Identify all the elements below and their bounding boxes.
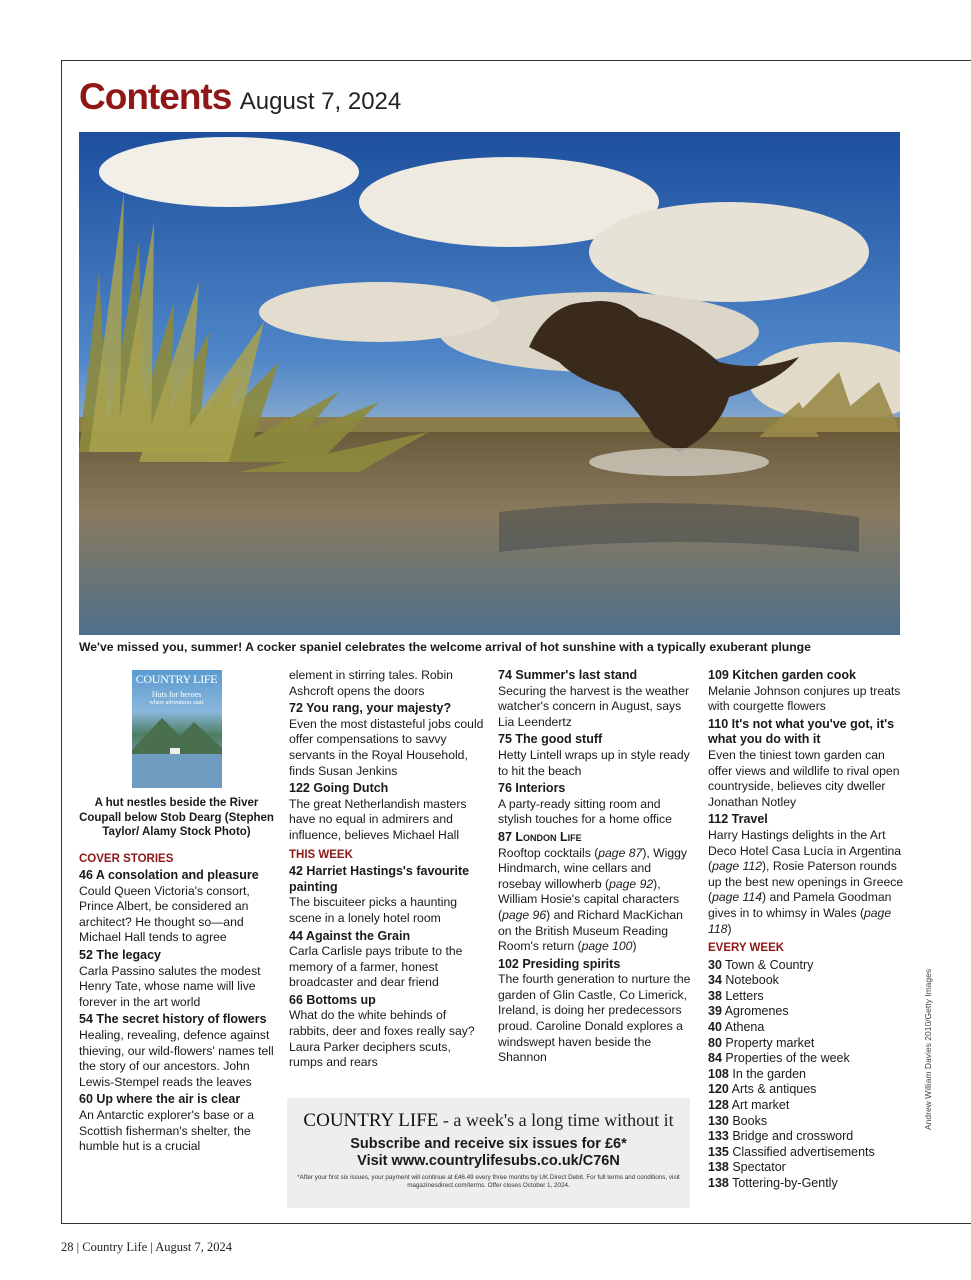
item-desc: What do the white behinds of rabbits, deer and foxes really say? Laura Parker deciphers scuts, rumps and rears: [289, 1008, 475, 1070]
column-3: [498, 668, 694, 1068]
item-desc: [708, 828, 904, 937]
column-1: [79, 668, 274, 1157]
item-desc: The great Netherlandish masters have no equal in admirers and influence, believes Michael Hall: [289, 796, 467, 842]
item-desc: The fourth generation to nurture the garden of Glin Castle, Co Limerick, Ireland, is doing her predecessors proud. Caroline Donald explores a windswept haven beside the Shannon: [498, 972, 691, 1065]
item-title: [498, 830, 694, 846]
feature-name: Spectator: [732, 1160, 786, 1175]
every-week-item[interactable]: [708, 1098, 904, 1114]
list-item[interactable]: [708, 717, 904, 811]
item-title: 42 Harriet Hastings's favourite painting: [289, 864, 470, 894]
every-week-item[interactable]: [708, 1145, 904, 1161]
every-week-item[interactable]: [708, 958, 904, 974]
page-ref[interactable]: page 92: [609, 876, 654, 891]
item-number: 87: [498, 829, 512, 844]
page-number: 135: [708, 1144, 729, 1159]
item-title: 46 A consolation and pleasure: [79, 868, 259, 883]
hero-photo: [79, 132, 900, 635]
desc-part: ), Rosie Paterson rounds up the best new openings in Greece (: [708, 859, 904, 905]
column-2: [289, 668, 485, 1073]
cover-tagline: [138, 690, 216, 708]
promo-terms: *After your first six issues, your payment will continue at £46.49 every three months by UK Direct Debit. For full terms and conditions, visit magazinesdirect.com/terms. Offer closes October 1, 2024.: [297, 1174, 680, 1189]
item-title: 122 Going Dutch: [289, 781, 389, 796]
every-week-item[interactable]: [708, 1004, 904, 1020]
list-item[interactable]: [498, 668, 694, 730]
item-title: 52 The legacy: [79, 948, 161, 963]
cover-masthead: COUNTRY LIFE: [135, 672, 218, 686]
desc-part: Harry Hastings delights in the Art Deco Hotel Casa Lucía in Argentina (: [708, 827, 902, 874]
page-ref[interactable]: page 96: [502, 907, 547, 922]
item-desc: Could Queen Victoria's consort, Prince Albert, be considered an architect? He thought so—and Michael Hall tends to agree: [79, 883, 250, 945]
promo-offer-url[interactable]: Visit www.countrylifesubs.co.uk/C76N: [357, 1153, 620, 1169]
feature-name: Letters: [725, 988, 764, 1003]
every-week-item[interactable]: [708, 1067, 904, 1083]
feature-name: Tottering-by-Gently: [732, 1176, 838, 1190]
hero-caption: We've missed you, summer! A cocker spaniel celebrates the welcome arrival of hot sunshine with a typically exuberant plunge: [79, 640, 811, 654]
every-week-list: [708, 958, 904, 1192]
spaniel-photo-illustration: [79, 132, 900, 635]
continued-text: element in stirring tales. Robin Ashcroft opens the doors: [289, 668, 453, 698]
list-item[interactable]: [79, 1012, 274, 1090]
page-number: 80: [708, 1035, 722, 1050]
feature-name: Athena: [724, 1020, 765, 1035]
page-ref[interactable]: page 112: [712, 859, 762, 874]
this-week-heading: THIS WEEK: [289, 848, 353, 861]
feature-name: Art market: [731, 1098, 790, 1113]
item-desc: A party-ready sitting room and stylish touches for a home office: [498, 796, 672, 827]
magazine-cover[interactable]: [132, 670, 222, 788]
page-number: 130: [708, 1113, 729, 1128]
desc-part: ): [727, 921, 732, 936]
page-number: 40: [708, 1020, 722, 1035]
item-desc: Even the most distasteful jobs could offer compensations to savvy servants in the Royal Household, finds Susan Jenkins: [289, 716, 484, 778]
subscription-promo[interactable]: [287, 1098, 690, 1208]
item-desc: The biscuiteer picks a haunting scene in a lonely hotel room: [289, 895, 458, 925]
promo-tagline: - a week's a long time without it: [438, 1110, 674, 1130]
page-ref[interactable]: page 118: [708, 905, 892, 936]
list-item[interactable]: [289, 781, 485, 843]
promo-brand: COUNTRY LIFE: [303, 1110, 439, 1131]
page-number: 133: [708, 1129, 729, 1144]
desc-part: ): [632, 939, 637, 954]
item-desc: An Antarctic explorer's base or a Scottish fisherman's shelter, the humble hut is a crucial: [79, 1108, 255, 1154]
every-week-heading: EVERY WEEK: [708, 942, 785, 955]
feature-name: Agromenes: [724, 1004, 789, 1019]
list-item-london-life[interactable]: [498, 830, 694, 955]
every-week-item[interactable]: [708, 1051, 904, 1067]
cover-tagline-sub: where adventures start: [149, 700, 204, 706]
promo-offer-line1: Subscribe and receive six issues for £6*: [350, 1136, 627, 1152]
page-ref[interactable]: page 114: [712, 890, 762, 905]
item-desc: Healing, revealing, defence against thieving, our wild-flowers' names tell the story of our ancestors. John Lewis-Stempel reads the leaves: [79, 1028, 274, 1089]
list-item[interactable]: [289, 993, 485, 1071]
cover-stories-heading: COVER STORIES: [79, 852, 174, 865]
promo-offer: [287, 1136, 690, 1170]
every-week-item[interactable]: [708, 989, 904, 1005]
item-title: 109 Kitchen garden cook: [708, 668, 856, 682]
photo-credit: Andrew William Davies 2010/Getty Images: [923, 968, 933, 1130]
issue-date: August 7, 2024: [239, 88, 402, 115]
item-desc: Melanie Johnson conjures up treats with courgette flowers: [708, 683, 901, 714]
desc-part: ), Wiggy Hindmarch, wine cellars and rosebay willowherb (: [498, 845, 688, 891]
list-item[interactable]: [79, 1092, 274, 1154]
item-desc: [498, 846, 694, 955]
item-title: 60 Up where the air is clear: [79, 1092, 241, 1107]
desc-part: ) and Pamela Goodman gives in to whimsy in Wales (: [708, 890, 892, 920]
page-number: 108: [708, 1066, 729, 1081]
feature-name: Properties of the week: [725, 1051, 850, 1066]
list-item[interactable]: [498, 957, 694, 1066]
page-number: 38: [708, 988, 722, 1003]
desc-part: Rooftop cocktails (: [498, 845, 599, 860]
cover-tagline-main: Huts for heroes: [151, 690, 202, 699]
page-title: Contents: [79, 76, 232, 117]
item-desc: Securing the harvest is the weather watcher's concern in August, says Lia Leendertz: [498, 683, 690, 729]
page-number: 138: [708, 1160, 729, 1175]
list-item[interactable]: [708, 668, 904, 715]
item-title: 110 It's not what you've got, it's what you do with it: [708, 716, 895, 747]
every-week-item[interactable]: [708, 1160, 904, 1176]
promo-headline: [287, 1110, 690, 1132]
item-title: 72 You rang, your majesty?: [289, 701, 452, 716]
every-week-item[interactable]: [708, 1129, 904, 1145]
desc-part: ) and Richard MacKichan on the British Museum Reading Room's return (: [498, 907, 683, 954]
list-item[interactable]: [289, 701, 485, 779]
page-header: [79, 76, 401, 118]
feature-name: Notebook: [725, 973, 779, 988]
page-number: 138: [708, 1176, 729, 1190]
cover-picture-caption: A hut nestles beside the River Coupall below Stob Dearg (Stephen Taylor/ Alamy Stock Photo): [79, 797, 274, 838]
page-number: 84: [708, 1051, 722, 1066]
item-desc: Hetty Lintell wraps up in style ready to hit the beach: [498, 747, 690, 778]
page-ref[interactable]: page 100: [581, 939, 633, 954]
item-desc: Even the tiniest town garden can offer views and wildlife to rival open countryside, believes city dweller Jonathan Notley: [708, 747, 900, 809]
page-number: 128: [708, 1098, 729, 1113]
feature-name: Books: [732, 1113, 768, 1128]
item-desc: Carla Carlisle pays tribute to the memory of a farmer, honest broadcaster and dear friend: [289, 944, 463, 990]
feature-name: Town & Country: [725, 957, 814, 972]
feature-name: In the garden: [732, 1066, 807, 1081]
page-folio: 28 | Country Life | August 7, 2024: [61, 1240, 232, 1254]
list-item[interactable]: [79, 948, 274, 1010]
every-week-item[interactable]: [708, 1114, 904, 1130]
page-number: 34: [708, 973, 722, 988]
page-number: 120: [708, 1082, 729, 1097]
every-week-item[interactable]: [708, 1020, 904, 1036]
every-week-item[interactable]: [708, 1082, 904, 1098]
feature-name: Arts & antiques: [731, 1082, 817, 1097]
item-title: 75 The good stuff: [498, 732, 603, 747]
desc-part: ), William Hosie's capital characters (: [498, 876, 680, 922]
item-title: 54 The secret history of flowers: [79, 1012, 267, 1027]
page-ref[interactable]: page 87: [598, 845, 643, 860]
list-item[interactable]: [498, 781, 694, 828]
item-title-text: London Life: [515, 829, 582, 844]
list-item[interactable]: [289, 929, 485, 991]
page-number: 39: [708, 1004, 722, 1019]
item-title: 76 Interiors: [498, 781, 566, 796]
list-item[interactable]: [79, 868, 274, 946]
item-title: 102 Presiding spirits: [498, 956, 621, 971]
every-week-item[interactable]: [708, 1176, 904, 1192]
every-week-item[interactable]: [708, 1036, 904, 1052]
item-title: 66 Bottoms up: [289, 992, 376, 1007]
feature-name: Classified advertisements: [732, 1144, 875, 1159]
every-week-item[interactable]: [708, 973, 904, 989]
feature-name: Property market: [725, 1035, 815, 1050]
column-4: [708, 668, 904, 1192]
item-title: 112 Travel: [708, 812, 768, 827]
item-title: 74 Summer's last stand: [498, 668, 638, 682]
list-item[interactable]: [498, 732, 694, 779]
feature-name: Bridge and crossword: [732, 1129, 854, 1144]
item-title: 44 Against the Grain: [289, 928, 411, 943]
page-number: 30: [708, 957, 722, 972]
item-desc: Carla Passino salutes the modest Henry Tate, whose name will live forever in the art world: [79, 963, 261, 1009]
list-item-travel[interactable]: [708, 812, 904, 937]
cover-mountain-illustration: [132, 710, 222, 788]
list-item[interactable]: [289, 864, 485, 926]
